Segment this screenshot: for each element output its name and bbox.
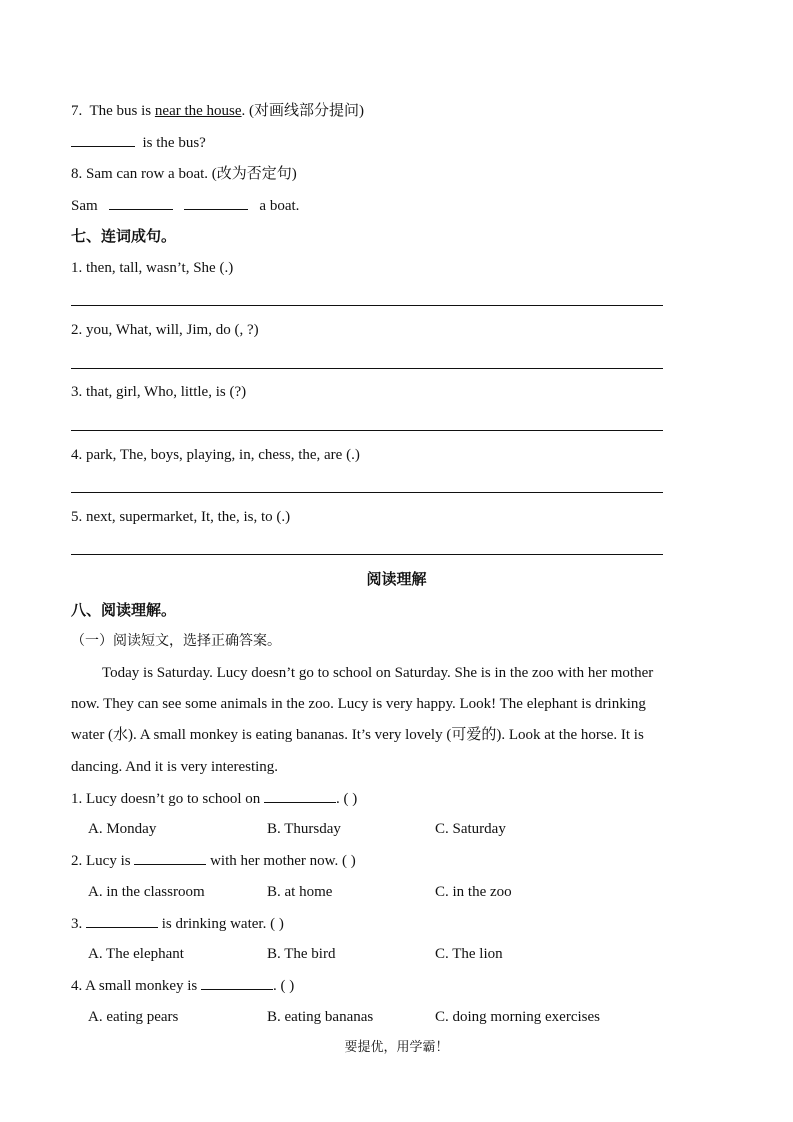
mc-question-tail: with her mother now. ( ): [206, 853, 356, 869]
mc-question: [71, 913, 284, 934]
option-c[interactable]: C. Saturday: [435, 821, 506, 837]
answer-line[interactable]: [71, 305, 663, 306]
question-7-underlined: near the house: [154, 103, 242, 119]
answer-line[interactable]: [71, 430, 663, 431]
mc-question-text: 4. A small monkey is: [71, 978, 202, 994]
answer-blank[interactable]: [134, 850, 206, 865]
answer-blank[interactable]: [184, 195, 248, 210]
answer-blank[interactable]: [86, 913, 158, 928]
mc-question: [71, 788, 357, 809]
question-8-text: 8. Sam can row a boat. (改为否定句): [71, 166, 297, 182]
option-a[interactable]: A. Monday: [88, 821, 157, 837]
option-b[interactable]: B. at home: [267, 884, 333, 900]
option-c[interactable]: C. in the zoo: [435, 884, 512, 900]
answer-blank[interactable]: [201, 975, 273, 990]
question-7-text: The bus is: [89, 103, 155, 119]
answer-blank[interactable]: [264, 788, 336, 803]
answer-line[interactable]: [71, 492, 663, 493]
section-7-title: 七、连词成句。: [71, 227, 177, 245]
reading-heading: 阅读理解: [366, 570, 427, 588]
option-c[interactable]: C. doing morning exercises: [435, 1009, 600, 1025]
option-b[interactable]: B. eating bananas: [267, 1009, 374, 1025]
mc-question-text: 2. Lucy is: [71, 853, 135, 869]
answer-line[interactable]: [71, 554, 663, 555]
question-8-answer-end: a boat.: [259, 198, 300, 214]
sentence-item: 1. then, tall, wasn’t, She (.): [71, 260, 234, 276]
section-8-title: 八、阅读理解。: [71, 601, 177, 619]
option-c[interactable]: C. The lion: [435, 946, 503, 962]
option-a[interactable]: A. in the classroom: [88, 884, 205, 900]
sentence-item: 5. next, supermarket, It, the, is, to (.): [71, 509, 291, 525]
question-7: [71, 101, 364, 121]
option-a[interactable]: A. eating pears: [88, 1009, 179, 1025]
mc-question-text: 3.: [71, 916, 86, 932]
answer-line[interactable]: [71, 368, 663, 369]
passage-line: Today is Saturday. Lucy doesn’t go to school on Saturday. She is in the zoo with her mother: [102, 665, 654, 681]
question-7-answer-text: is the bus?: [142, 135, 206, 151]
mc-question-tail: is drinking water. ( ): [158, 916, 284, 932]
mc-question: [71, 975, 294, 996]
question-7-instruction: . (对画线部分提问): [241, 103, 365, 119]
question-8: [71, 164, 297, 184]
option-a[interactable]: A. The elephant: [88, 946, 184, 962]
section-8-subtitle: （一）阅读短文，选择正确答案。: [71, 633, 281, 649]
mc-question-tail: . ( ): [273, 978, 295, 994]
question-7-answer-line: [71, 132, 206, 153]
question-8-answer-start: Sam: [71, 198, 98, 214]
mc-question: [71, 850, 356, 871]
question-7-number: 7.: [71, 103, 83, 119]
option-b[interactable]: B. The bird: [267, 946, 336, 962]
passage-line: now. They can see some animals in the zoo. Lucy is very happy. Look! The elephant is drinking: [71, 696, 646, 712]
question-8-answer-line: [71, 195, 299, 216]
sentence-item: 2. you, What, will, Jim, do (, ?): [71, 322, 259, 338]
passage-line: water (水). A small monkey is eating bananas. It’s very lovely (可爱的). Look at the horse. It is: [71, 727, 644, 743]
sentence-item: 4. park, The, boys, playing, in, chess, the, are (.): [71, 447, 360, 463]
passage-line: dancing. And it is very interesting.: [71, 759, 279, 775]
mc-question-tail: . ( ): [336, 791, 358, 807]
answer-blank[interactable]: [71, 132, 135, 147]
mc-question-text: 1. Lucy doesn’t go to school on: [71, 791, 265, 807]
page-footer: 要提优，用学霸！: [344, 1040, 449, 1055]
sentence-item: 3. that, girl, Who, little, is (?): [71, 384, 247, 400]
option-b[interactable]: B. Thursday: [267, 821, 341, 837]
answer-blank[interactable]: [109, 195, 173, 210]
